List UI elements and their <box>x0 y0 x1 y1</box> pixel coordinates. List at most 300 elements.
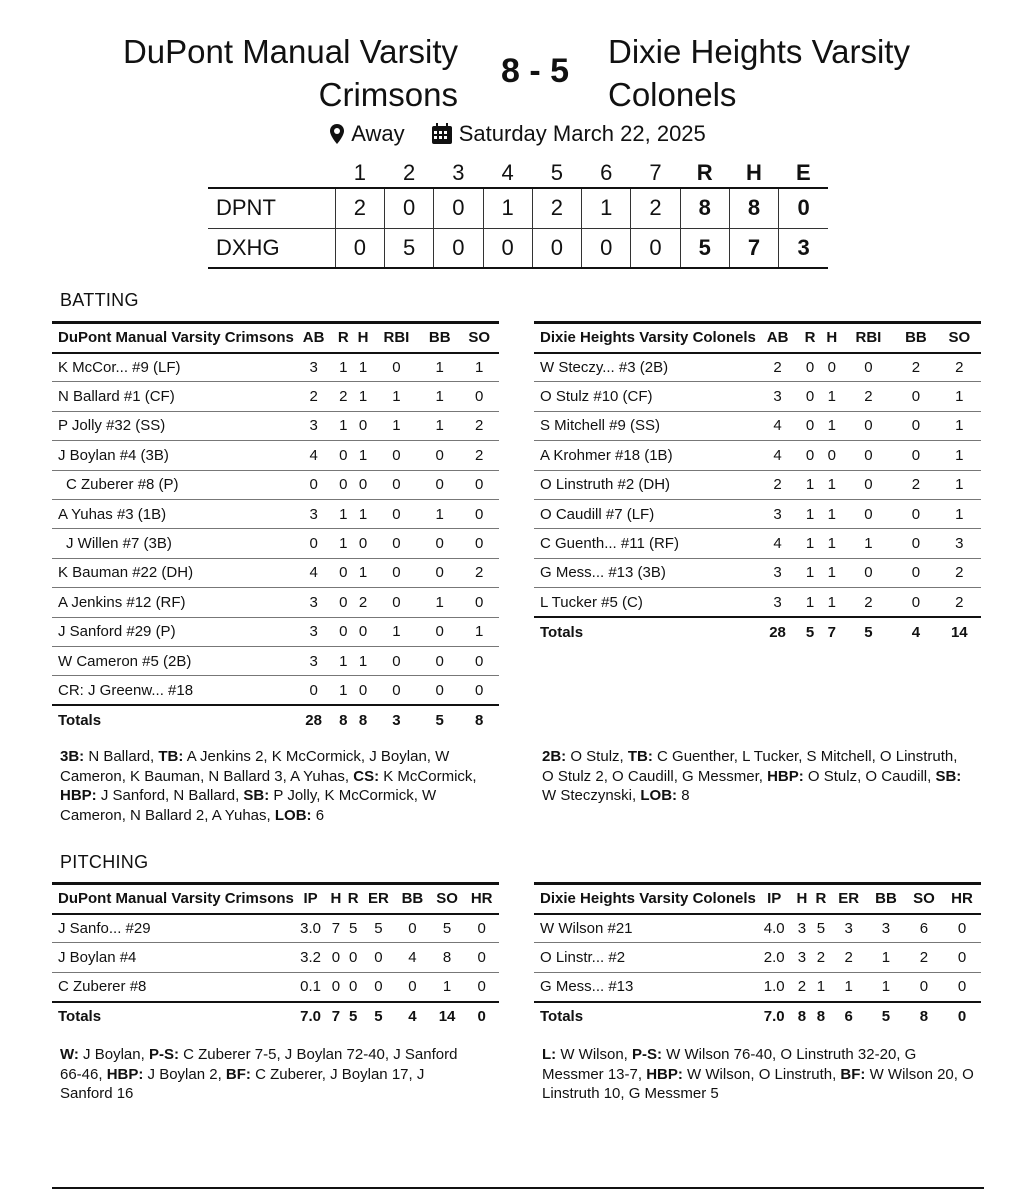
stat-cell: 0 <box>333 617 353 646</box>
stat-cell: 0 <box>420 470 459 499</box>
note-text: W Steczynski, <box>542 787 641 804</box>
team-name-header: Dixie Heights Varsity Colonels <box>534 323 756 353</box>
stat-cell: 0 <box>843 411 895 440</box>
stat-cell: 0 <box>327 943 344 972</box>
stat-cell: 5 <box>811 914 830 943</box>
stat-cell: 4 <box>294 558 333 587</box>
table-row <box>52 441 499 470</box>
note-text: W Wilson 20, O Linstruth 10, G Messmer 5 <box>542 1065 974 1102</box>
inning-runs: 1 <box>582 188 631 228</box>
stat-cell: 1 <box>938 411 981 440</box>
stat-cell: 1 <box>799 499 821 528</box>
stat-cell: 0 <box>395 972 430 1001</box>
stat-cell: 1 <box>830 972 867 1001</box>
stat-cell: 1 <box>799 588 821 617</box>
team-abbr: DPNT <box>208 188 335 228</box>
total-runs: 5 <box>680 228 729 268</box>
player-name: J Sanfo... #29 <box>52 914 294 943</box>
inning-runs: 0 <box>434 188 483 228</box>
table-row <box>534 353 981 382</box>
game-header <box>0 28 1035 118</box>
stat-cell: 3 <box>294 353 333 382</box>
table-header <box>52 884 499 914</box>
table-body <box>52 914 499 1032</box>
stat-cell: 0 <box>333 470 353 499</box>
stat-cell: 5 <box>345 914 362 943</box>
column-header: H <box>353 323 373 353</box>
stat-cell: 0 <box>420 617 459 646</box>
inning-runs: 0 <box>335 228 384 268</box>
note-label: L: <box>542 1046 557 1063</box>
player-name: W Cameron #5 (2B) <box>52 646 294 675</box>
stat-cell: 0 <box>373 588 420 617</box>
totals-cell: 0 <box>943 1002 981 1031</box>
inning-header: 3 <box>452 159 465 185</box>
stat-cell: 1.0 <box>756 972 793 1001</box>
note-text: W Wilson, <box>556 1046 633 1063</box>
note-label: CS: <box>353 767 380 785</box>
stat-cell: 0 <box>459 499 499 528</box>
team-abbr: DXHG <box>208 228 335 268</box>
stat-cell: 3 <box>294 588 333 617</box>
stat-cell: 2 <box>830 943 867 972</box>
stat-cell: 1 <box>333 676 353 705</box>
column-header: BB <box>395 884 430 914</box>
stat-cell: 3 <box>294 499 333 528</box>
stat-cell: 0 <box>799 441 821 470</box>
table-body <box>534 353 981 647</box>
player-name: N Ballard #1 (CF) <box>52 382 294 411</box>
stat-cell: 3 <box>867 914 905 943</box>
stat-cell: 1 <box>353 353 373 382</box>
team-name-header: DuPont Manual Varsity Crimsons <box>52 323 294 353</box>
totals-cell: 28 <box>756 617 799 646</box>
stat-cell: 2 <box>843 382 895 411</box>
totals-cell: 8 <box>905 1002 943 1031</box>
player-name: J Boylan #4 <box>52 943 294 972</box>
stat-cell: 1 <box>938 470 981 499</box>
column-header: ER <box>830 884 867 914</box>
note-label: TB: <box>158 748 184 765</box>
stat-cell: 2 <box>756 353 799 382</box>
totals-cell: 5 <box>420 705 459 734</box>
player-name: C Zuberer #8 (P) <box>52 470 294 499</box>
column-header: IP <box>294 884 327 914</box>
stat-cell: 4 <box>756 529 799 558</box>
column-header: RBI <box>843 323 895 353</box>
stat-cell: 0 <box>459 588 499 617</box>
table-row <box>52 382 499 411</box>
stat-cell: 2 <box>792 972 811 1001</box>
totals-cell: 0 <box>464 1002 499 1031</box>
pitching-table-home <box>52 882 499 1031</box>
stat-cell: 1 <box>821 382 843 411</box>
stat-cell: 0 <box>821 441 843 470</box>
stat-cell: 1 <box>867 943 905 972</box>
line-score-row-home <box>208 188 828 228</box>
stat-cell: 0 <box>943 943 981 972</box>
player-name: C Zuberer #8 <box>52 972 294 1001</box>
inning-runs: 2 <box>335 188 384 228</box>
note-label: HBP: <box>646 1065 683 1083</box>
stat-cell: 7 <box>327 914 344 943</box>
stat-cell: 0 <box>395 914 430 943</box>
stat-cell: 8 <box>430 943 465 972</box>
column-header: H <box>327 884 344 914</box>
stat-cell: 4 <box>756 411 799 440</box>
player-name: O Caudill #7 (LF) <box>534 499 756 528</box>
table-row <box>534 914 981 943</box>
stat-cell: 1 <box>373 617 420 646</box>
stat-cell: 1 <box>821 411 843 440</box>
location-text: Away <box>351 121 405 146</box>
stat-cell: 4 <box>294 441 333 470</box>
column-header: SO <box>459 323 499 353</box>
note-text: A Jenkins 2, K McCormick, J Boylan, W Cameron, K Bauman, N Ballard 3, A Yuhas, <box>60 748 450 785</box>
stat-cell: 2 <box>333 382 353 411</box>
stat-cell: 3 <box>756 558 799 587</box>
note-label: BF: <box>225 1065 251 1083</box>
stat-cell: 0 <box>420 558 459 587</box>
stat-cell: 0 <box>362 972 395 1001</box>
note-text: N Ballard, <box>84 748 159 765</box>
note-label: HBP: <box>767 767 804 785</box>
stat-cell: 1 <box>799 558 821 587</box>
column-header: IP <box>756 884 793 914</box>
table-row <box>52 617 499 646</box>
inning-runs: 0 <box>631 228 680 268</box>
stat-cell: 0 <box>894 558 937 587</box>
inning-runs: 0 <box>532 228 581 268</box>
game-meta <box>0 118 1035 154</box>
stat-cell: 1 <box>867 972 905 1001</box>
stat-cell: 3 <box>294 411 333 440</box>
stat-cell: 1 <box>430 972 465 1001</box>
totals-cell: 8 <box>459 705 499 734</box>
inning-runs: 5 <box>385 228 434 268</box>
totals-cell: 5 <box>867 1002 905 1031</box>
stat-cell: 2 <box>938 588 981 617</box>
table-row <box>52 646 499 675</box>
table-row <box>52 914 499 943</box>
table-row <box>52 470 499 499</box>
batting-table-home <box>52 321 499 735</box>
stat-cell: 0 <box>353 529 373 558</box>
location <box>329 118 404 150</box>
pitching-table-away <box>534 882 981 1031</box>
table-row <box>534 411 981 440</box>
note-label: TB: <box>627 748 653 765</box>
column-header: AB <box>756 323 799 353</box>
stat-cell: 0 <box>799 411 821 440</box>
stat-cell: 0 <box>843 558 895 587</box>
stat-cell: 0 <box>894 382 937 411</box>
stat-cell: 3 <box>756 588 799 617</box>
table-row <box>534 972 981 1001</box>
stat-cell: 0 <box>843 441 895 470</box>
column-header: BB <box>867 884 905 914</box>
totals-row <box>534 617 981 646</box>
stat-cell: 0 <box>294 529 333 558</box>
totals-cell: 3 <box>373 705 420 734</box>
stat-cell: 0 <box>894 529 937 558</box>
stat-cell: 0 <box>894 441 937 470</box>
column-header: R <box>811 884 830 914</box>
note-label: 2B: <box>542 748 567 765</box>
stat-cell: 0 <box>464 943 499 972</box>
stat-cell: 0 <box>373 558 420 587</box>
stat-cell: 0 <box>894 499 937 528</box>
column-header: R <box>345 884 362 914</box>
note-text: W Wilson, O Linstruth, <box>682 1065 841 1083</box>
stat-cell: 2 <box>756 470 799 499</box>
inning-header: 6 <box>600 159 613 185</box>
player-name: CR: J Greenw... #18 <box>52 676 294 705</box>
inning-runs: 2 <box>631 188 680 228</box>
note-label: LOB: <box>640 787 678 804</box>
stat-cell: 0 <box>373 441 420 470</box>
note-text: K McCormick, <box>379 767 477 785</box>
player-name: A Yuhas #3 (1B) <box>52 499 294 528</box>
pitching-section-title: PITCHING <box>60 852 149 872</box>
stat-cell: 1 <box>799 529 821 558</box>
runs-header: R <box>696 159 713 185</box>
stat-cell: 2 <box>459 441 499 470</box>
total-errors: 0 <box>779 188 828 228</box>
totals-cell: 8 <box>792 1002 811 1031</box>
table-row <box>534 943 981 972</box>
note-label: BF: <box>840 1065 866 1083</box>
stat-cell: 0 <box>373 353 420 382</box>
note-text: 8 <box>677 787 690 804</box>
table-row <box>52 411 499 440</box>
stat-cell: 1 <box>333 646 353 675</box>
stat-cell: 3 <box>756 382 799 411</box>
column-header: RBI <box>373 323 420 353</box>
totals-cell: 8 <box>353 705 373 734</box>
column-header: SO <box>905 884 943 914</box>
stat-cell: 2.0 <box>756 943 793 972</box>
player-name: G Mess... #13 <box>534 972 756 1001</box>
batting-section-title: BATTING <box>60 290 139 310</box>
stat-cell: 1 <box>938 441 981 470</box>
stat-cell: 0.1 <box>294 972 327 1001</box>
stat-cell: 2 <box>811 943 830 972</box>
stat-cell: 2 <box>459 411 499 440</box>
stat-cell: 0 <box>459 382 499 411</box>
date <box>431 118 706 150</box>
stat-cell: 1 <box>821 558 843 587</box>
stat-cell: 1 <box>938 382 981 411</box>
stat-cell: 3 <box>756 499 799 528</box>
table-row <box>52 972 499 1001</box>
inning-header: 4 <box>501 159 514 185</box>
totals-cell: 7 <box>327 1002 344 1031</box>
total-runs: 8 <box>680 188 729 228</box>
player-name: K Bauman #22 (DH) <box>52 558 294 587</box>
stat-cell: 3 <box>938 529 981 558</box>
table-body <box>52 353 499 735</box>
stat-cell: 1 <box>938 499 981 528</box>
stat-cell: 2 <box>905 943 943 972</box>
stat-cell: 0 <box>373 470 420 499</box>
table-header <box>52 323 499 353</box>
player-name: O Linstr... #2 <box>534 943 756 972</box>
stat-cell: 0 <box>353 411 373 440</box>
stat-cell: 0 <box>843 470 895 499</box>
inning-runs: 0 <box>483 228 532 268</box>
stat-cell: 1 <box>843 529 895 558</box>
note-text: C Zuberer, J Boylan 17, J Sanford 16 <box>60 1065 425 1102</box>
table-row <box>534 382 981 411</box>
table-header <box>534 323 981 353</box>
table-header <box>534 884 981 914</box>
totals-label: Totals <box>52 1002 294 1031</box>
column-header: HR <box>943 884 981 914</box>
note-text: J Sanford, N Ballard, <box>96 787 244 804</box>
column-header: AB <box>294 323 333 353</box>
total-errors: 3 <box>779 228 828 268</box>
stat-cell: 1 <box>420 382 459 411</box>
stat-cell: 5 <box>362 914 395 943</box>
player-name: O Linstruth #2 (DH) <box>534 470 756 499</box>
note-label: HBP: <box>106 1065 144 1083</box>
stat-cell: 1 <box>459 353 499 382</box>
totals-cell: 4 <box>395 1002 430 1031</box>
column-header: BB <box>894 323 937 353</box>
totals-label: Totals <box>534 617 756 646</box>
totals-cell: 6 <box>830 1002 867 1031</box>
column-header: SO <box>430 884 465 914</box>
stat-cell: 1 <box>821 529 843 558</box>
totals-cell: 28 <box>294 705 333 734</box>
header-row <box>52 323 499 353</box>
away-team-name <box>608 30 910 116</box>
stat-cell: 0 <box>353 470 373 499</box>
stat-cell: 0 <box>464 972 499 1001</box>
table-body <box>534 914 981 1032</box>
stat-cell: 1 <box>811 972 830 1001</box>
column-header: HR <box>464 884 499 914</box>
stat-cell: 1 <box>420 588 459 617</box>
stat-cell: 2 <box>843 588 895 617</box>
table-row <box>52 499 499 528</box>
header-row <box>52 884 499 914</box>
stat-cell: 0 <box>821 353 843 382</box>
final-score: 8 - 5 <box>500 52 570 90</box>
totals-cell: 5 <box>362 1002 395 1031</box>
player-name: A Krohmer #18 (1B) <box>534 441 756 470</box>
note-text: J Boylan, <box>78 1046 149 1063</box>
away-team-line1: Dixie Heights Varsity <box>608 33 910 70</box>
totals-cell: 4 <box>894 617 937 646</box>
stat-cell: 0 <box>294 470 333 499</box>
stat-cell: 0 <box>459 676 499 705</box>
calendar-icon <box>431 123 453 145</box>
stat-cell: 0 <box>420 441 459 470</box>
totals-cell: 5 <box>799 617 821 646</box>
batting-notes-home <box>60 747 500 825</box>
stat-cell: 0 <box>799 353 821 382</box>
stat-cell: 0 <box>894 588 937 617</box>
stat-cell: 0 <box>353 617 373 646</box>
table-row <box>534 499 981 528</box>
batting-table-away <box>534 321 981 646</box>
stat-cell: 1 <box>353 441 373 470</box>
team-name-header: Dixie Heights Varsity Colonels <box>534 884 756 914</box>
stat-cell: 1 <box>373 382 420 411</box>
map-pin-icon <box>329 123 345 145</box>
stat-cell: 1 <box>420 499 459 528</box>
inning-header: 1 <box>353 159 366 185</box>
column-header: BB <box>420 323 459 353</box>
stat-cell: 0 <box>843 499 895 528</box>
stat-cell: 1 <box>333 411 353 440</box>
inning-runs: 0 <box>582 228 631 268</box>
stat-cell: 0 <box>905 972 943 1001</box>
note-label: HBP: <box>60 787 97 804</box>
stat-cell: 3 <box>294 646 333 675</box>
stat-cell: 3.0 <box>294 914 327 943</box>
stat-cell: 1 <box>821 470 843 499</box>
stat-cell: 0 <box>353 676 373 705</box>
stat-cell: 3 <box>830 914 867 943</box>
player-name: W Steczy... #3 (2B) <box>534 353 756 382</box>
column-header: SO <box>938 323 981 353</box>
stat-cell: 3.2 <box>294 943 327 972</box>
stat-cell: 1 <box>459 617 499 646</box>
note-label: P-S: <box>632 1046 663 1063</box>
stat-cell: 1 <box>333 499 353 528</box>
stat-cell: 0 <box>464 914 499 943</box>
stat-cell: 2 <box>294 382 333 411</box>
stat-cell: 4.0 <box>756 914 793 943</box>
stat-cell: 2 <box>894 353 937 382</box>
stat-cell: 0 <box>373 646 420 675</box>
hits-header: H <box>746 159 762 185</box>
stat-cell: 1 <box>353 382 373 411</box>
stat-cell: 0 <box>894 411 937 440</box>
stat-cell: 3 <box>294 617 333 646</box>
table-row <box>52 353 499 382</box>
stat-cell: 6 <box>905 914 943 943</box>
table-row <box>52 588 499 617</box>
note-text: P Jolly, K McCormick, W Cameron, N Ballard 2, A Yuhas, <box>60 787 437 824</box>
line-score-row-away <box>208 228 828 268</box>
note-label: SB: <box>935 767 962 785</box>
stat-cell: 0 <box>373 499 420 528</box>
stat-cell: 1 <box>420 353 459 382</box>
stat-cell: 4 <box>395 943 430 972</box>
stat-cell: 0 <box>362 943 395 972</box>
note-label: P-S: <box>148 1046 179 1063</box>
stat-cell: 0 <box>294 676 333 705</box>
table-row <box>52 676 499 705</box>
stat-cell: 0 <box>345 943 362 972</box>
inning-runs: 2 <box>532 188 581 228</box>
stat-cell: 3 <box>792 943 811 972</box>
inning-runs: 1 <box>483 188 532 228</box>
stat-cell: 2 <box>894 470 937 499</box>
player-name: A Jenkins #12 (RF) <box>52 588 294 617</box>
player-name: L Tucker #5 (C) <box>534 588 756 617</box>
inning-header: 5 <box>550 159 564 185</box>
stat-cell: 0 <box>943 972 981 1001</box>
note-text: C Zuberer 7-5, J Boylan 72-40, J Sanford 66-46, <box>60 1046 458 1083</box>
totals-cell: 7.0 <box>294 1002 327 1031</box>
stat-cell: 0 <box>327 972 344 1001</box>
stat-cell: 0 <box>459 646 499 675</box>
